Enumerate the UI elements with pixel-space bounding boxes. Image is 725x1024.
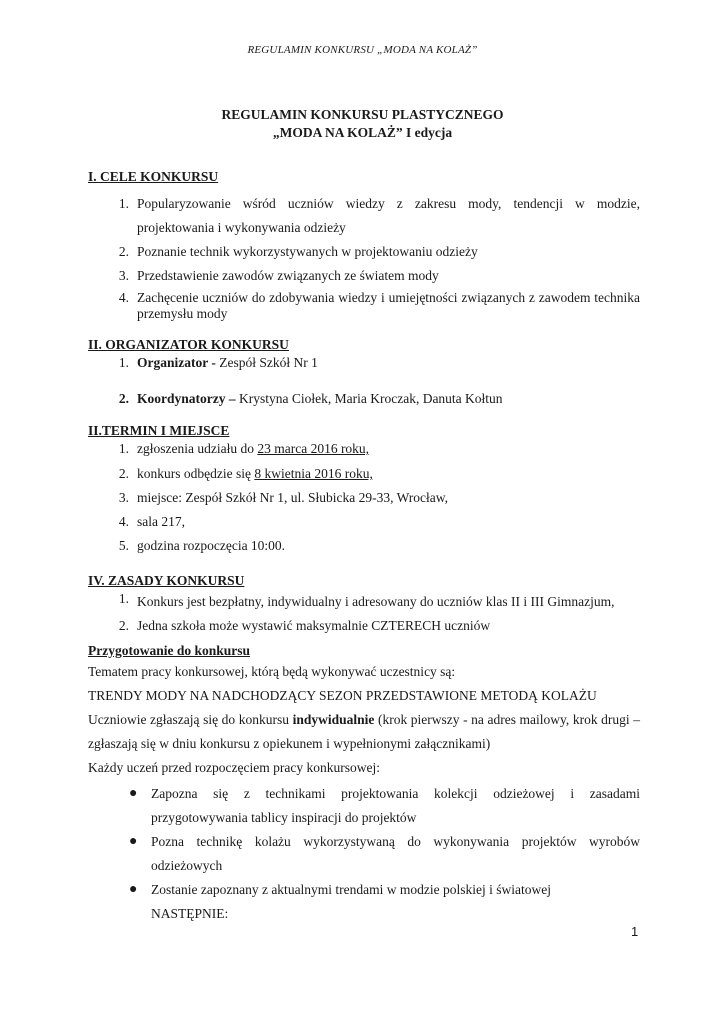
list-text: godzina rozpoczęcia 10:00. bbox=[137, 538, 286, 553]
event-date: 8 kwietnia 2016 roku, bbox=[254, 466, 373, 481]
organizer-value: Zespół Szkół Nr 1 bbox=[215, 355, 318, 370]
list-number: 4. bbox=[118, 290, 129, 305]
list-item bbox=[88, 290, 640, 322]
title-line-1: REGULAMIN KONKURSU PLASTYCZNEGO bbox=[221, 107, 504, 122]
running-header: REGULAMIN KONKURSU „MODA NA KOLAŻ” bbox=[247, 44, 478, 56]
bullet-text-line: Zostanie zapoznany z aktualnymi trendami w modzie polskiej i światowej bbox=[151, 882, 552, 897]
coordinators-value: Krystyna Ciołek, Maria Kroczak, Danuta Kołtun bbox=[235, 391, 503, 406]
next-label: NASTĘPNIE: bbox=[151, 906, 229, 921]
deadline-prefix: zgłoszenia udziału do bbox=[137, 441, 258, 456]
list-text: Popularyzowanie wśród uczniów wiedzy z zakresu mody, tendencji w modzie, projektowania i wykonywania odzieży bbox=[137, 196, 640, 235]
paragraph-text: Uczniowie zgłaszają się do konkursu bbox=[88, 712, 293, 727]
section-heading-zasady: IV. ZASADY KONKURSU bbox=[88, 573, 245, 588]
list-item bbox=[88, 590, 640, 614]
list-item bbox=[88, 614, 640, 638]
title-line-2: „MODA NA KOLAŻ” I edycja bbox=[272, 125, 453, 140]
list-text bbox=[137, 354, 640, 372]
bullet-item bbox=[129, 830, 640, 878]
list-item bbox=[88, 462, 640, 486]
list-item bbox=[88, 354, 640, 372]
bullet-text: Zapozna się z technikami projektowania kolekcji odzieżowej i zasadami przygotowywania tablicy inspiracji do projektów bbox=[151, 786, 640, 825]
paragraph: TRENDY MODY NA NADCHODZĄCY SEZON PRZEDSTAWIONE METODĄ KOLAŻU bbox=[88, 688, 597, 703]
list-item bbox=[88, 534, 640, 558]
list-number: 4. bbox=[118, 514, 129, 529]
subheading-przygotowanie: Przygotowanie do konkursu bbox=[88, 643, 251, 658]
list-number: 1. bbox=[118, 196, 129, 211]
bullet-icon: ● bbox=[129, 882, 138, 897]
list-text: Przedstawienie zawodów związanych ze światem mody bbox=[137, 268, 439, 283]
deadline-date: 23 marca 2016 roku, bbox=[257, 441, 370, 456]
list-text: Poznanie technik wykorzystywanych w projektowaniu odzieży bbox=[137, 244, 478, 259]
list-text bbox=[137, 462, 640, 486]
bullet-text bbox=[151, 878, 640, 926]
list-item bbox=[88, 390, 640, 408]
coordinators-label: Koordynatorzy – bbox=[137, 391, 236, 406]
list-text: Jedna szkoła może wystawić maksymalnie CZTERECH uczniów bbox=[137, 618, 491, 633]
paragraph: Każdy uczeń przed rozpoczęciem pracy konkursowej: bbox=[88, 760, 380, 775]
list-number: 2. bbox=[118, 618, 129, 633]
page-number: 1 bbox=[631, 924, 639, 939]
list-number: 3. bbox=[118, 268, 129, 283]
list-item bbox=[88, 510, 640, 534]
section-heading-organizator: II. ORGANIZATOR KONKURSU bbox=[88, 337, 289, 352]
list-number: 1. bbox=[118, 355, 129, 370]
event-prefix: konkurs odbędzie się bbox=[137, 466, 255, 481]
organizer-label: Organizator - bbox=[137, 355, 216, 370]
bullet-item bbox=[129, 782, 640, 830]
list-text: Konkurs jest bezpłatny, indywidualny i adresowany do uczniów klas II i III Gimnazjum, bbox=[137, 594, 615, 609]
list-number: 5. bbox=[118, 538, 129, 553]
bullet-icon: ● bbox=[129, 834, 138, 849]
document-title bbox=[0, 106, 725, 142]
list-number: 1. bbox=[118, 591, 129, 606]
list-text: Zachęcenie uczniów do zdobywania wiedzy i umiejętności związanych z zawodem technika przemysłu mody bbox=[137, 290, 640, 321]
section-heading-cele: I. CELE KONKURSU bbox=[88, 169, 219, 184]
paragraph bbox=[88, 708, 640, 756]
bullet-icon: ● bbox=[129, 786, 138, 801]
bullet-text: Pozna technikę kolażu wykorzystywaną do wykonywania projektów wyrobów odzieżowych bbox=[151, 834, 640, 873]
list-number: 2. bbox=[118, 244, 129, 259]
paragraph-text: (krok pierwszy - na adres mailowy, krok drugi – zgłaszają się w dniu konkursu z opiekunem i wypełnionymi załącznikami) bbox=[88, 712, 640, 751]
list-number: 1. bbox=[118, 441, 129, 456]
list-number: 3. bbox=[118, 490, 129, 505]
list-text bbox=[137, 440, 640, 458]
list-text: sala 217, bbox=[137, 514, 185, 529]
section-heading-termin: II.TERMIN I MIEJSCE bbox=[88, 423, 230, 438]
list-item bbox=[88, 486, 640, 510]
list-number: 2. bbox=[118, 466, 129, 481]
list-item bbox=[88, 264, 640, 288]
paragraph-emphasis: indywidualnie bbox=[292, 712, 375, 727]
list-item bbox=[88, 440, 640, 458]
list-text bbox=[137, 390, 640, 408]
list-item bbox=[88, 192, 640, 240]
bullet-item bbox=[129, 878, 640, 926]
list-item bbox=[88, 240, 640, 264]
document-body bbox=[88, 168, 640, 926]
list-number: 2. bbox=[118, 391, 129, 406]
paragraph: Tematem pracy konkursowej, którą będą wykonywać uczestnicy są: bbox=[88, 664, 456, 679]
list-text: miejsce: Zespół Szkół Nr 1, ul. Słubicka 29-33, Wrocław, bbox=[137, 490, 449, 505]
